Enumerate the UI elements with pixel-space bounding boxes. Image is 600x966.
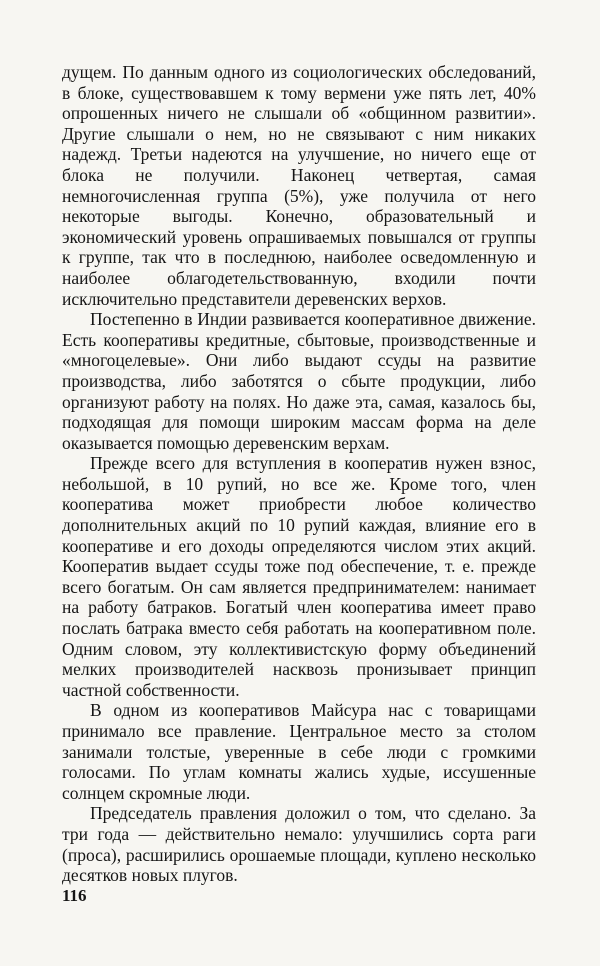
paragraph-5: Председатель правления доложил о том, что сделано. За три года — действительно немало: улучшились сорта раги (проса), расширились орошаемые площади, куплено несколько десятков новых плугов. bbox=[62, 803, 536, 886]
page-text bbox=[62, 62, 536, 886]
paragraph-1: дущем. По данным одного из социологических обследований, в блоке, существовавшем к тому вермени уже пять лет, 40% опрошенных ничего не слышали об «общинном развитии». Другие слышали о нем, но не связывают с ним никаких надежд. Третьи надеются на улучшение, но ничего еще от блока не получили. Наконец четвертая, самая немногочисленная группа (5%), уже получила от него некоторые выгоды. Конечно, образовательный и экономический уровень опрашиваемых повышался от группы к группе, так что в последнюю, наиболее осведомленную и наиболее облагодетельствованную, входили почти исключительно представители деревенских верхов. bbox=[62, 62, 536, 309]
paragraph-4: В одном из кооперативов Майсура нас с товарищами принимало все правление. Центральное место за столом занимали толстые, уверенные в себе люди с громкими голосами. По углам комнаты жались худые, иссушенные солнцем скромные люди. bbox=[62, 700, 536, 803]
paragraph-2: Постепенно в Индии развивается кооперативное движение. Есть кооперативы кредитные, сбытовые, производственные и «многоцелевые». Они либо выдают ссуды на развитие производства, либо заботятся о сбыте продукции, либо организуют работу на полях. Но даже эта, самая, казалось бы, подходящая для помощи широким массам форма на деле оказывается помощью деревенским верхам. bbox=[62, 309, 536, 453]
page-number: 116 bbox=[62, 886, 87, 905]
paragraph-3: Прежде всего для вступления в кооператив нужен взнос, небольшой, в 10 рупий, но все же. Кроме того, член кооператива может приобрести любое количество дополнительных акций по 10 рупий каждая, влияние его в кооперативе и его доходы определяются числом этих акций. Кооператив выдает ссуды тоже под обеспечение, т. е. прежде всего богатым. Он сам является предпринимателем: нанимает на работу батраков. Богатый член кооператива имеет право послать батрака вместо себя работать на кооперативном поле. Одним словом, эту коллективистскую форму объединений мелких производителей насквозь пронизывает принцип частной собственности. bbox=[62, 453, 536, 700]
